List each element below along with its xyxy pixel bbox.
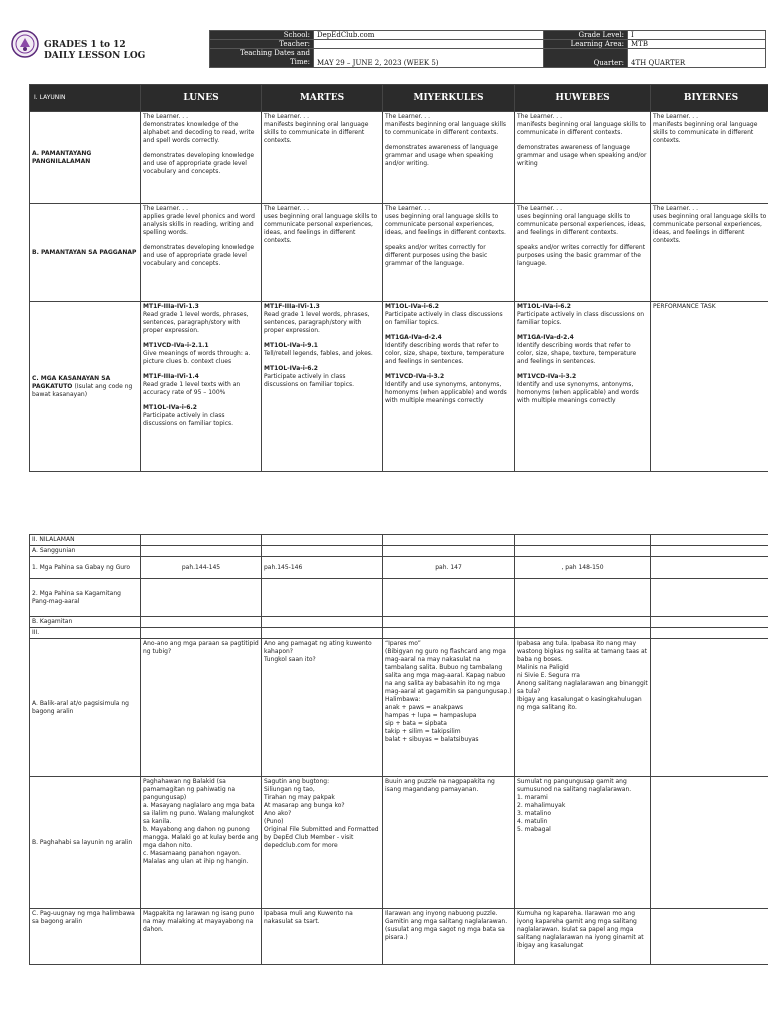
procedure-line: 2. mahalimuyak <box>517 802 566 809</box>
paghahabi-cell-miyerkules <box>383 777 515 909</box>
objective-cell-martes <box>262 112 383 204</box>
dates-label-line-1: Teaching Dates and <box>239 49 310 57</box>
competency-text: Identify describing words that refer to color, size, shape, texture, temperature and feelings in sentences. <box>385 342 505 365</box>
procedure-line: Paghahawan ng Balakid (sa pamamagitan ng pahiwatig na pangungusap) <box>143 778 236 801</box>
objective-cell-huwebes <box>515 204 651 302</box>
objective-row-label <box>30 204 141 302</box>
pag-uugnay-cell-huwebes <box>515 909 651 965</box>
empty-cell <box>262 617 383 628</box>
quarter-label: Quarter: <box>544 49 628 68</box>
procedure-line: Ipabasa ang tula. Ipabasa ito nang may wastong bigkas ng salita at tamang taas at baba ng boses. <box>517 640 647 663</box>
competency-code: MT1OL-IVa-i-6.2 <box>143 404 197 411</box>
row-pag-uugnay <box>30 909 768 965</box>
objective-cell-miyerkules <box>383 204 515 302</box>
day-header-martes: MARTES <box>262 85 383 112</box>
empty-cell <box>651 535 768 546</box>
dates-label <box>210 49 314 68</box>
empty-cell <box>262 579 383 617</box>
procedure-line: 5. mabagal <box>517 826 551 833</box>
quarter-value: 4TH QUARTER <box>628 49 766 68</box>
procedure-line: balat + sibuyas = balatsibuyas <box>385 736 479 743</box>
competency-text: Identify describing words that refer to color, size, shape, texture, temperature and feelings in sentences. <box>517 342 637 365</box>
procedure-line: Magpakita ng larawan ng isang puno na may malaking at mayayabong na dahon. <box>143 910 255 933</box>
procedure-line: b. Mayabong ang dahon ng punong mangga. Malaki go at kulay berde ang mga dahon nito. <box>143 826 259 849</box>
empty-cell <box>515 579 651 617</box>
procedure-line: Ibigay ang kasalungat o kasingkahulugan ng mga salitang ito. <box>517 696 642 711</box>
objective-cell-lunes <box>141 204 262 302</box>
empty-cell <box>383 535 515 546</box>
competency-item <box>385 303 512 327</box>
objective-text: The Learner. . . <box>385 205 430 212</box>
competency-text: Read grade 1 level words, phrases, sentences, paragraph/story with proper expression. <box>143 311 249 334</box>
objective-text: speaks and/or writes correctly for different purposes using the basic grammar of the language. <box>517 244 646 267</box>
empty-cell <box>651 579 768 617</box>
competency-code: MT1OL-IVa-i-6.2 <box>385 303 439 310</box>
empty-cell <box>141 546 262 557</box>
objective-text: manifests beginning oral language skills to communicate in different contexts. <box>264 121 369 144</box>
procedure-line: Ilarawan ang inyong nabuong puzzle. Gamitin ang mga salitang naglalarawan. (susulat ang mga sagot ng mga bata sa pisara.) <box>385 910 508 941</box>
objective-text: speaks and/or writes correctly for different purposes using the basic grammar of the language. <box>385 244 488 267</box>
competency-code: MT1OL-IVa-i-6.2 <box>264 365 318 372</box>
procedure-line: Ano ako? <box>264 810 292 817</box>
teacher-label: Teacher: <box>210 40 314 49</box>
empty-cell <box>141 535 262 546</box>
procedure-line: (Bibigyan ng guro ng flashcard ang mga mag-aaral na may nakasulat na tambalang salita. Bubuo ng tambalang salita ang mga mag-aaral. Kapag nabuo na ang salita ay babasahin ito ng mga mag-aaral at gagamitin sa pangungusap.) <box>385 648 512 695</box>
objective-cell-miyerkules <box>383 302 515 472</box>
objective-cell-martes <box>262 302 383 472</box>
objective-text: The Learner. . . <box>653 113 698 120</box>
paghahabi-cell-lunes <box>141 777 262 909</box>
objective-text: uses beginning oral language skills to communicate personal experiences, ideas, and feelings in different contexts. <box>264 213 378 244</box>
pag-uugnay-cell-lunes <box>141 909 262 965</box>
objective-cell-miyerkules <box>383 112 515 204</box>
empty-cell <box>651 546 768 557</box>
procedure-line: Tirahan ng may pakpak <box>264 794 335 801</box>
procedure-line: Malinis na Paligid <box>517 664 569 671</box>
procedure-line: Tungkol saan ito? <box>264 656 316 663</box>
procedure-line: Anong salitang naglalarawan ang binanggit sa tula? <box>517 680 648 695</box>
empty-cell <box>141 617 262 628</box>
gabay-label: 1. Mga Pahina sa Gabay ng Guro <box>30 557 141 579</box>
objective-text: The Learner. . . <box>264 113 309 120</box>
row-sanggunian <box>30 546 768 557</box>
objective-text: applies grade level phonics and word analysis skills in reading, writing and spelling words. <box>143 213 255 236</box>
balik-aral-label: A. Balik-aral at/o pagsisimula ng bagong aralin <box>30 639 141 777</box>
objective-text: uses beginning oral language skills to communicate personal experiences, ideas, and feelings in different contexts. <box>385 213 506 236</box>
procedure-line: Sumulat ng pangungusap gamit ang sumusunod na salitang naglalarawan. <box>517 778 632 793</box>
objective-text: uses beginning oral language skills to communicate personal experiences, ideas, and feelings in different contexts. <box>517 213 646 236</box>
objective-text: The Learner. . . <box>653 205 698 212</box>
competency-code: MT1F-IIIa-IVi-1.3 <box>264 303 320 310</box>
empty-cell <box>262 628 383 639</box>
empty-cell <box>383 617 515 628</box>
objective-cell-biyernes <box>651 302 768 472</box>
procedure-line: Kumuha ng kapareha. Ilarawan mo ang iyong kapareha gamit ang mga salitang naglalarawan. Isulat sa papel ang mga salitang naglalarawan na iyong ginamit at ibigay ang kasalungat <box>517 910 644 949</box>
objective-row-title: A. PAMANTAYANG PANGNILALAMAN <box>32 149 92 165</box>
procedure-line: Sagutin ang bugtong: <box>264 778 330 785</box>
competency-text: Give meanings of words through: a. picture clues b. context clues <box>143 350 251 365</box>
kagamitang-label: 2. Mga Pahina sa Kagamitang Pang-mag-aaral <box>30 579 141 617</box>
area-value: MTB <box>628 40 766 49</box>
empty-cell <box>383 579 515 617</box>
nilalaman-label: II. NILALAMAN <box>30 535 141 546</box>
competency-code: MT1OL-IVa-i-6.2 <box>517 303 571 310</box>
procedure-line: “Ipares mo” <box>385 640 421 647</box>
competency-code: MT1F-IIIa-IVi-1.3 <box>143 303 199 310</box>
competency-item <box>143 373 259 397</box>
day-header-biyernes: BIYERNES <box>651 85 768 112</box>
objectives-table <box>29 84 768 472</box>
objective-text: The Learner. . . <box>517 113 562 120</box>
competency-code: MT1VCD-IVa-i-3.2 <box>385 373 445 380</box>
row-nilalaman <box>30 535 768 546</box>
objective-text: The Learner. . . <box>385 113 430 120</box>
competency-code: MT1VCD-IVa-i-2.1.1 <box>143 342 209 349</box>
procedure-line: ni Sivie E. Segura rra <box>517 672 580 679</box>
empty-cell <box>141 628 262 639</box>
empty-cell <box>383 628 515 639</box>
objective-row-label <box>30 302 141 472</box>
gabay-lunes: pah.144-145 <box>141 557 262 579</box>
objective-cell-martes <box>262 204 383 302</box>
deped-seal-logo <box>11 30 39 58</box>
competency-code: MT1OL-IVa-i-9.1 <box>264 342 318 349</box>
competency-item <box>385 334 512 366</box>
teacher-value <box>314 40 544 49</box>
balik-aral-cell-martes <box>262 639 383 777</box>
empty-cell <box>515 628 651 639</box>
objective-row <box>30 302 768 472</box>
gabay-biyernes <box>651 557 768 579</box>
row-kagamitang-pang-mag-aaral <box>30 579 768 617</box>
competency-text: Read grade 1 level words, phrases, sentences, paragraph/story with proper expression. <box>264 311 370 334</box>
row-kagamitan <box>30 617 768 628</box>
procedure-line: sip + bata = sipbata <box>385 720 447 727</box>
objectives-body <box>30 112 768 472</box>
empty-cell <box>515 617 651 628</box>
objective-cell-huwebes <box>515 302 651 472</box>
competency-item <box>517 373 648 405</box>
pag-uugnay-cell-biyernes <box>651 909 768 965</box>
competency-item <box>264 342 380 358</box>
objective-cell-lunes <box>141 112 262 204</box>
objective-text: manifests beginning oral language skills to communicate in different contexts. <box>385 121 507 136</box>
competency-text: Tell/retell legends, fables, and jokes. <box>264 350 373 357</box>
header-info-table <box>209 30 766 68</box>
grade-value: I <box>628 31 766 40</box>
empty-cell <box>515 535 651 546</box>
pag-uugnay-cell-miyerkules <box>383 909 515 965</box>
objective-cell-lunes <box>141 302 262 472</box>
procedure-line: Ano-ano ang mga paraan sa pagtitipid ng tubig? <box>143 640 259 655</box>
competency-text: Participate actively in class discussions on familiar topics. <box>385 311 503 326</box>
dll-title <box>44 40 145 62</box>
competency-item <box>517 303 648 327</box>
competency-item <box>385 373 512 405</box>
row-paghahabi <box>30 777 768 909</box>
row-balik-aral <box>30 639 768 777</box>
balik-aral-cell-huwebes <box>515 639 651 777</box>
area-label: Learning Area: <box>544 40 628 49</box>
gabay-miyerkules: pah. 147 <box>383 557 515 579</box>
objective-text: demonstrates awareness of language grammar and usage when speaking and/or writing <box>517 144 647 167</box>
objective-text: demonstrates developing knowledge and use of appropriate grade level vocabulary and concepts. <box>143 152 255 175</box>
pag-uugnay-label: C. Pag-uugnay ng mga halimbawa sa bagong aralin <box>30 909 141 965</box>
layunin-header: I. LAYUNIN <box>30 85 141 112</box>
procedure-line: anak + paws = anakpaws <box>385 704 463 711</box>
school-value: DepEdClub.com <box>314 31 544 40</box>
balik-aral-cell-lunes <box>141 639 262 777</box>
competency-text: Participate actively in class discussions on familiar topics. <box>264 373 355 388</box>
empty-cell <box>141 579 262 617</box>
procedure-line: Ano ang pamagat ng ating kuwento kahapon? <box>264 640 372 655</box>
objective-row-title: C. MGA KASANAYAN SA PAGKATUTO <box>32 374 111 390</box>
objective-text: manifests beginning oral language skills to communicate in different contexts. <box>517 121 646 136</box>
procedure-line: takip + silim = takipsilim <box>385 728 461 735</box>
iii-label: III. <box>30 628 141 639</box>
objective-row-note: (Isulat ang code ng bawat kasanayan) <box>32 382 133 398</box>
competency-text: Identify and use synonyms, antonyms, homonyms (when applicable) and words with multiple meanings correctly <box>517 381 639 404</box>
day-header-miyerkules: MIYERKULES <box>383 85 515 112</box>
content-procedures-table <box>29 534 768 965</box>
objective-text: uses beginning oral language skills to communicate personal experiences, ideas, and feelings in different contexts. <box>653 213 767 244</box>
procedure-line: Halimbawa: <box>385 696 421 703</box>
empty-cell <box>651 628 768 639</box>
competency-item <box>143 303 259 335</box>
procedure-line: hampas + lupa = hampaslupa <box>385 712 477 719</box>
gabay-martes: pah.145-146 <box>262 557 383 579</box>
competency-text: Participate actively in class discussions on familiar topics. <box>143 412 234 427</box>
competency-item <box>143 404 259 428</box>
objective-cell-huwebes <box>515 112 651 204</box>
procedure-line: 1. marami <box>517 794 548 801</box>
procedure-line: Original File Submitted and Formatted by DepEd Club Member - visit depedclub.com for more <box>264 826 379 849</box>
competency-code: MT1GA-IVa-d-2.4 <box>385 334 442 341</box>
objective-row <box>30 204 768 302</box>
row-iii <box>30 628 768 639</box>
procedure-line: (Puno) <box>264 818 284 825</box>
procedure-line: Ipabasa muli ang Kuwento na nakasulat sa tsart. <box>264 910 353 925</box>
balik-aral-cell-miyerkules <box>383 639 515 777</box>
day-header-huwebes: HUWEBES <box>515 85 651 112</box>
objective-row-label <box>30 112 141 204</box>
procedure-line: 4. matulin <box>517 818 548 825</box>
paghahabi-cell-huwebes <box>515 777 651 909</box>
procedure-line: Siliungan ng tao, <box>264 786 315 793</box>
competency-code: MT1GA-IVa-d-2.4 <box>517 334 574 341</box>
procedure-line: a. Masayang naglalaro ang mga bata sa ilalim ng puno. Walang malungkot sa kanila. <box>143 802 255 825</box>
objective-text: The Learner. . . <box>143 205 188 212</box>
objective-text: demonstrates knowledge of the alphabet and decoding to read, write and spell words correctly. <box>143 121 255 144</box>
competency-code: MT1VCD-IVa-i-3.2 <box>517 373 577 380</box>
competency-item <box>517 334 648 366</box>
empty-cell <box>262 535 383 546</box>
objective-text: manifests beginning oral language skills to communicate in different contexts. <box>653 121 758 144</box>
paghahabi-cell-martes <box>262 777 383 909</box>
objective-text: demonstrates awareness of language grammar and usage when speaking and/or writing. <box>385 144 499 167</box>
objective-text: The Learner. . . <box>264 205 309 212</box>
gabay-huwebes: , pah 148-150 <box>515 557 651 579</box>
procedure-line: At masarap ang bunga ko? <box>264 802 345 809</box>
competency-text: Identify and use synonyms, antonyms, homonyms (when applicable) and words with multiple meanings correctly <box>385 381 507 404</box>
objective-row-title: B. PAMANTAYAN SA PAGGANAP <box>32 248 137 256</box>
grade-label: Grade Level: <box>544 31 628 40</box>
title-line-2: DAILY LESSON LOG <box>44 51 146 61</box>
competency-item <box>143 342 259 366</box>
paghahabi-label: B. Paghahabi sa layunin ng aralin <box>30 777 141 909</box>
sanggunian-label: A. Sanggunian <box>30 546 141 557</box>
row-gabay-guro <box>30 557 768 579</box>
empty-cell <box>515 546 651 557</box>
paghahabi-cell-biyernes <box>651 777 768 909</box>
objective-text: The Learner. . . <box>517 205 562 212</box>
pag-uugnay-cell-martes <box>262 909 383 965</box>
school-label: School: <box>210 31 314 40</box>
competency-text: Read grade 1 level texts with an accuracy rate of 95 – 100% <box>143 381 241 396</box>
title-line-1: GRADES 1 to 12 <box>44 40 126 50</box>
dates-label-line-2: Time: <box>289 58 310 66</box>
objective-text: The Learner. . . <box>143 113 188 120</box>
competency-code: MT1F-IIIa-IVi-1.4 <box>143 373 199 380</box>
competency-text: PERFORMANCE TASK <box>653 303 716 310</box>
day-header-lunes: LUNES <box>141 85 262 112</box>
empty-cell <box>383 546 515 557</box>
competency-item <box>264 303 380 335</box>
kagamitan-label: B. Kagamitan <box>30 617 141 628</box>
empty-cell <box>262 546 383 557</box>
objective-cell-biyernes <box>651 112 768 204</box>
balik-aral-cell-biyernes <box>651 639 768 777</box>
procedure-line: Buuin ang puzzle na nagpapakita ng isang magandang pamayanan. <box>385 778 495 793</box>
procedure-line: c. Masamaang panahon ngayon. Malalas ang ulan at ihip ng hangin. <box>143 850 249 865</box>
competency-item <box>653 303 768 311</box>
objective-cell-biyernes <box>651 204 768 302</box>
procedure-line: 3. matalino <box>517 810 551 817</box>
dates-value: MAY 29 – JUNE 2, 2023 (WEEK 5) <box>314 49 544 68</box>
objective-row <box>30 112 768 204</box>
competency-item <box>264 365 380 389</box>
competency-text: Participate actively in class discussions on familiar topics. <box>517 311 645 326</box>
objective-text: demonstrates developing knowledge and use of appropriate grade level vocabulary and concepts. <box>143 244 255 267</box>
empty-cell <box>651 617 768 628</box>
